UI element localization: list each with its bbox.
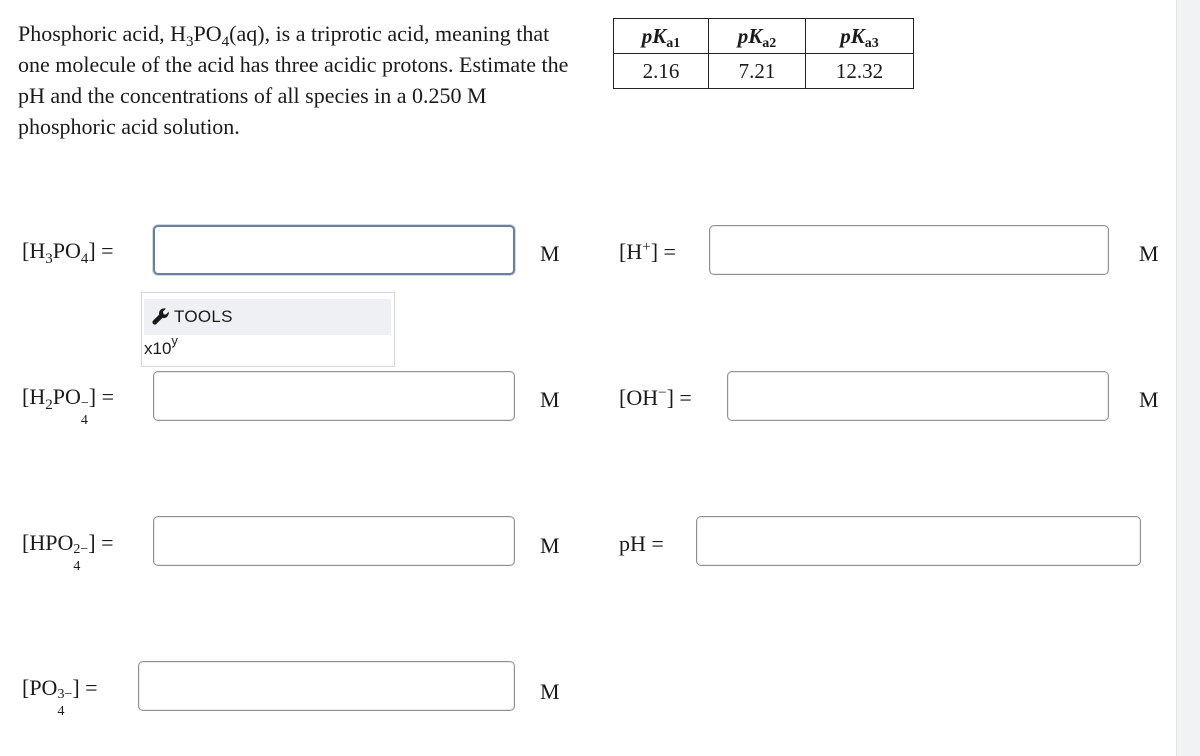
hpo4-label: [HPO 2− 4 ] =: [22, 530, 114, 574]
question-text: Phosphoric acid, $H_3PO_4(aq)$, is a triprotic acid, meaning that one molecule of the acid has three acidic protons. Estimate the pH and the concentrations of all species in a 0.250 M phosphoric acid solution.: [18, 21, 569, 139]
po4-input[interactable]: [138, 661, 515, 711]
scientific-notation-button[interactable]: x10$^y$: [144, 333, 178, 358]
h3po4-input[interactable]: [153, 225, 515, 275]
ph-label: pH =: [619, 531, 664, 556]
h2po4-unit: M: [540, 387, 560, 412]
tools-button[interactable]: [144, 299, 391, 335]
wrench-icon: [150, 306, 172, 328]
h2po4-label: [$H_2PO$ − 4 ] =: [22, 384, 114, 428]
h-plus-unit: M: [1139, 241, 1159, 266]
h3po4-label: $[H_3PO_4]$ =: [22, 238, 114, 267]
po4-unit: M: [540, 679, 560, 704]
h-plus-label: [H+] =: [619, 239, 676, 264]
oh-minus-input[interactable]: [727, 371, 1109, 421]
h2po4-input[interactable]: [153, 371, 515, 421]
h3po4-unit: M: [540, 241, 560, 266]
pka2-header: $pK_{a2}$: [709, 19, 806, 54]
pka1-value: 2.16: [614, 54, 709, 89]
scrollbar-track[interactable]: [1176, 0, 1200, 756]
pka3-value: 12.32: [806, 54, 914, 89]
oh-minus-label: [OH−] =: [619, 385, 692, 410]
hpo4-input[interactable]: [153, 516, 515, 566]
tools-label: TOOLS: [174, 307, 233, 326]
pka2-value: 7.21: [709, 54, 806, 89]
tools-panel: [141, 292, 395, 367]
pka-table: [613, 18, 914, 89]
oh-minus-unit: M: [1139, 387, 1159, 412]
pka1-header: $pK_{a1}$: [614, 19, 709, 54]
hpo4-unit: M: [540, 533, 560, 558]
h-plus-input[interactable]: [709, 225, 1109, 275]
ph-input[interactable]: [696, 516, 1141, 566]
po4-label: [PO 3− 4 ] =: [22, 675, 98, 719]
pka3-header: $pK_{a3}$: [806, 19, 914, 54]
